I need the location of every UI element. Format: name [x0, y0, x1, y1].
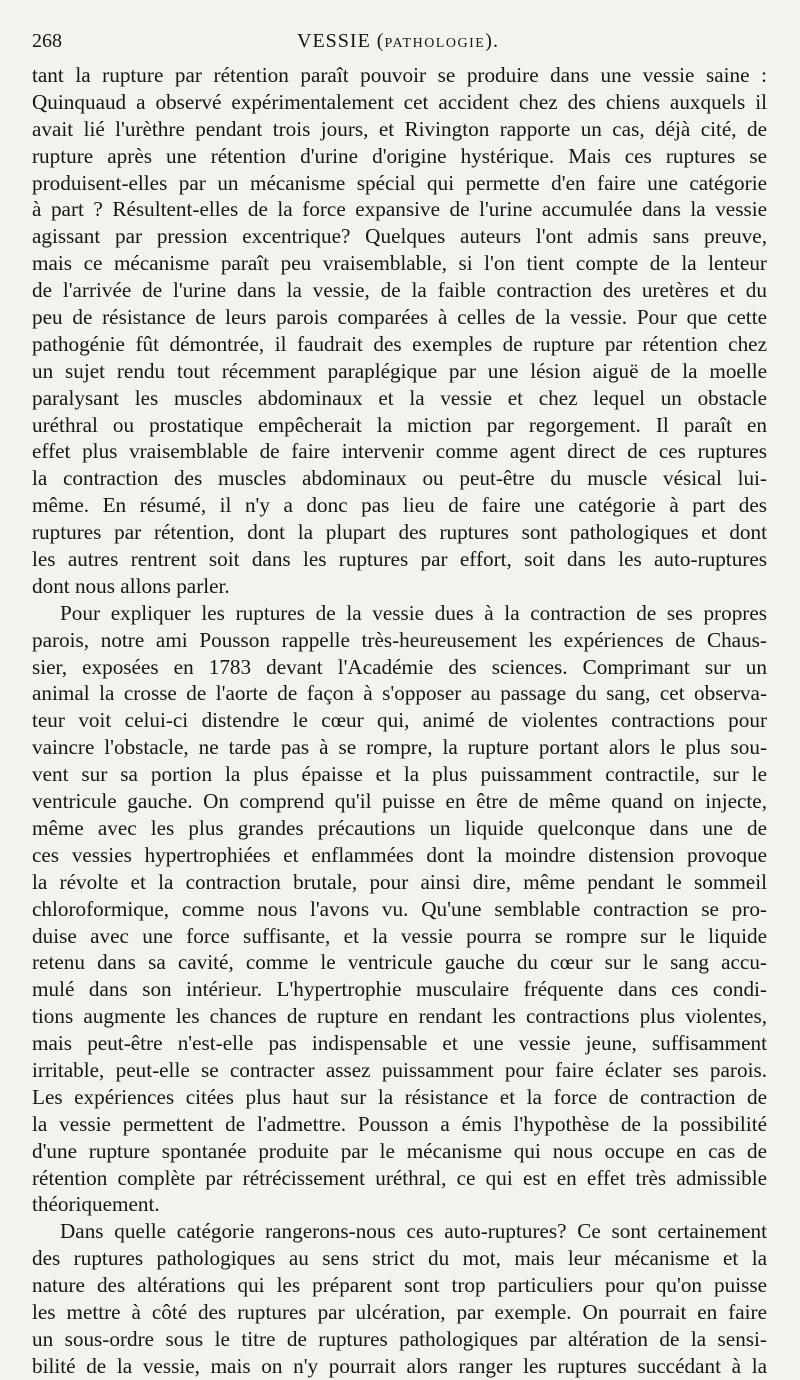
text-line: théoriquement.: [32, 1192, 160, 1217]
text-line: bilité de la vessie, mais on n'y pourrait alors ranger les ruptures succédant à la: [32, 1353, 767, 1378]
text-line: nature des altérations qui les préparent sont trop particuliers pour qu'on puisse: [32, 1273, 767, 1298]
text-line: parois, notre ami Pousson rappelle très-heureusement les expériences de Chaus-: [32, 627, 767, 652]
text-line: sier, exposées en 1783 devant l'Académie des sciences. Comprimant sur un: [32, 654, 767, 679]
text-line: à part ? Résultent-elles de la force expansive de l'urine accumulée dans la vessie: [32, 197, 767, 222]
text-line: agissant par pression excentrique? Quelques auteurs l'ont admis sans preuve,: [32, 224, 767, 249]
text-line: un sous-ordre sous le titre de ruptures pathologiques par altération de la sensi-: [32, 1326, 767, 1351]
text-line: d'une rupture spontanée produite par le mécanisme qui nous occupe en cas de: [32, 1138, 767, 1163]
text-line: mulé dans son intérieur. L'hypertrophie musculaire fréquente dans ces condi-: [32, 977, 767, 1002]
paragraph: [32, 1218, 767, 1379]
text-line: peu de résistance de leurs parois comparées à celles de la vessie. Pour que cette: [32, 305, 767, 330]
paragraph: [32, 62, 767, 600]
text-line: produisent-elles par un mécanisme spécial qui permette d'en faire une catégorie: [32, 170, 767, 195]
text-line: Pour expliquer les ruptures de la vessie dues à la contraction de ses propres: [60, 600, 767, 625]
paragraph: [32, 600, 767, 1218]
text-line: vaincre l'obstacle, ne tarde pas à se rompre, la rupture portant alors le plus sou-: [32, 735, 767, 760]
text-line: effet plus vraisemblable de faire intervenir comme agent direct de ces ruptures: [32, 439, 767, 464]
text-line: ruptures par rétention, dont la plupart des ruptures sont pathologiques et dont: [32, 520, 767, 545]
text-line: tant la rupture par rétention paraît pouvoir se produire dans une vessie saine :: [32, 63, 767, 87]
text-line: rupture après une rétention d'urine d'origine hystérique. Mais ces ruptures se: [32, 143, 767, 168]
text-line: des ruptures pathologiques au sens strict du mot, mais leur mécanisme et la: [32, 1246, 767, 1271]
running-head-close: ).: [485, 30, 499, 52]
text-line: mais ce mécanisme paraît peu vraisemblable, si l'on tient compte de la lenteur: [32, 251, 767, 276]
page-header: [32, 30, 764, 58]
text-line: retenu dans sa cavité, comme le ventricule gauche du cœur sur le sang accu-: [32, 950, 767, 975]
text-line: pathogénie fût démontrée, il faudrait des exemples de rupture par rétention chez: [32, 331, 767, 356]
text-line: la révolte et la contraction brutale, pour ainsi dire, même pendant le sommeil: [32, 869, 767, 894]
running-head: [32, 30, 764, 53]
text-line: irritable, peut-elle se contracter assez puissamment pour faire éclater ses parois.: [32, 1057, 767, 1082]
text-line: tions augmente les chances de rupture en rendant les contractions plus violentes,: [32, 1004, 767, 1029]
text-line: dont nous allons parler.: [32, 573, 230, 598]
text-line: avait lié l'urèthre pendant trois jours, et Rivington rapporte un cas, déjà cité, de: [32, 116, 767, 141]
text-line: mais peut-être n'est-elle pas indispensable et une vessie jeune, suffisamment: [32, 1031, 767, 1056]
text-line: même avec les plus grandes précautions un liquide quelconque dans une de: [32, 815, 767, 840]
text-line: rétention complète par rétrécissement uréthral, ce qui est en effet très admissible: [32, 1165, 767, 1190]
page-number: 268: [32, 30, 62, 52]
running-head-subtitle: PATHOLOGIE: [384, 36, 486, 51]
text-line: ces vessies hypertrophiées et enflammées dont la moindre distension provoque: [32, 842, 767, 867]
running-head-title: VESSIE (: [297, 30, 385, 52]
text-line: les autres rentrent soit dans les ruptures par effort, soit dans les auto-ruptures: [32, 547, 767, 572]
text-line: chloroformique, comme nous l'avons vu. Qu'une semblable contraction se pro-: [32, 896, 767, 921]
text-line: animal la crosse de l'aorte de façon à s'opposer au passage du sang, cet observa-: [32, 681, 767, 706]
text-line: même. En résumé, il n'y a donc pas lieu de faire une catégorie à part des: [32, 493, 767, 518]
text-line: la vessie permettent de l'admettre. Pousson a émis l'hypothèse de la possibilité: [32, 1111, 767, 1136]
text-line: la contraction des muscles abdominaux ou peut-être du muscle vésical lui-: [32, 466, 767, 491]
text-line: ventricule gauche. On comprend qu'il puisse en être de même quand on injecte,: [32, 789, 767, 814]
text-line: Dans quelle catégorie rangerons-nous ces auto-ruptures? Ce sont certainement: [60, 1219, 767, 1244]
text-line: vent sur sa portion la plus épaisse et la plus puissamment contractile, sur le: [32, 762, 767, 787]
text-line: Les expériences citées plus haut sur la résistance et la force de contraction de: [32, 1084, 767, 1109]
text-line: un sujet rendu tout récemment paraplégique par une lésion aiguë de la moelle: [32, 358, 767, 383]
text-line: de l'arrivée de l'urine dans la vessie, de la faible contraction des uretères et du: [32, 278, 767, 303]
text-line: Quinquaud a observé expérimentalement cet accident chez des chiens auxquels il: [32, 89, 767, 114]
text-line: uréthral ou prostatique empêcherait la miction par regorgement. Il paraît en: [32, 412, 767, 437]
text-line: paralysant les muscles abdominaux et la vessie et chez lequel un obstacle: [32, 385, 767, 410]
text-line: les mettre à côté des ruptures par ulcération, par exemple. On pourrait en faire: [32, 1299, 767, 1324]
text-line: teur voit celui-ci distendre le cœur qui, animé de violentes contractions pour: [32, 708, 767, 733]
body-text: [32, 62, 767, 1380]
text-line: duise avec une force suffisante, et la vessie pourra se rompre sur le liquide: [32, 923, 767, 948]
